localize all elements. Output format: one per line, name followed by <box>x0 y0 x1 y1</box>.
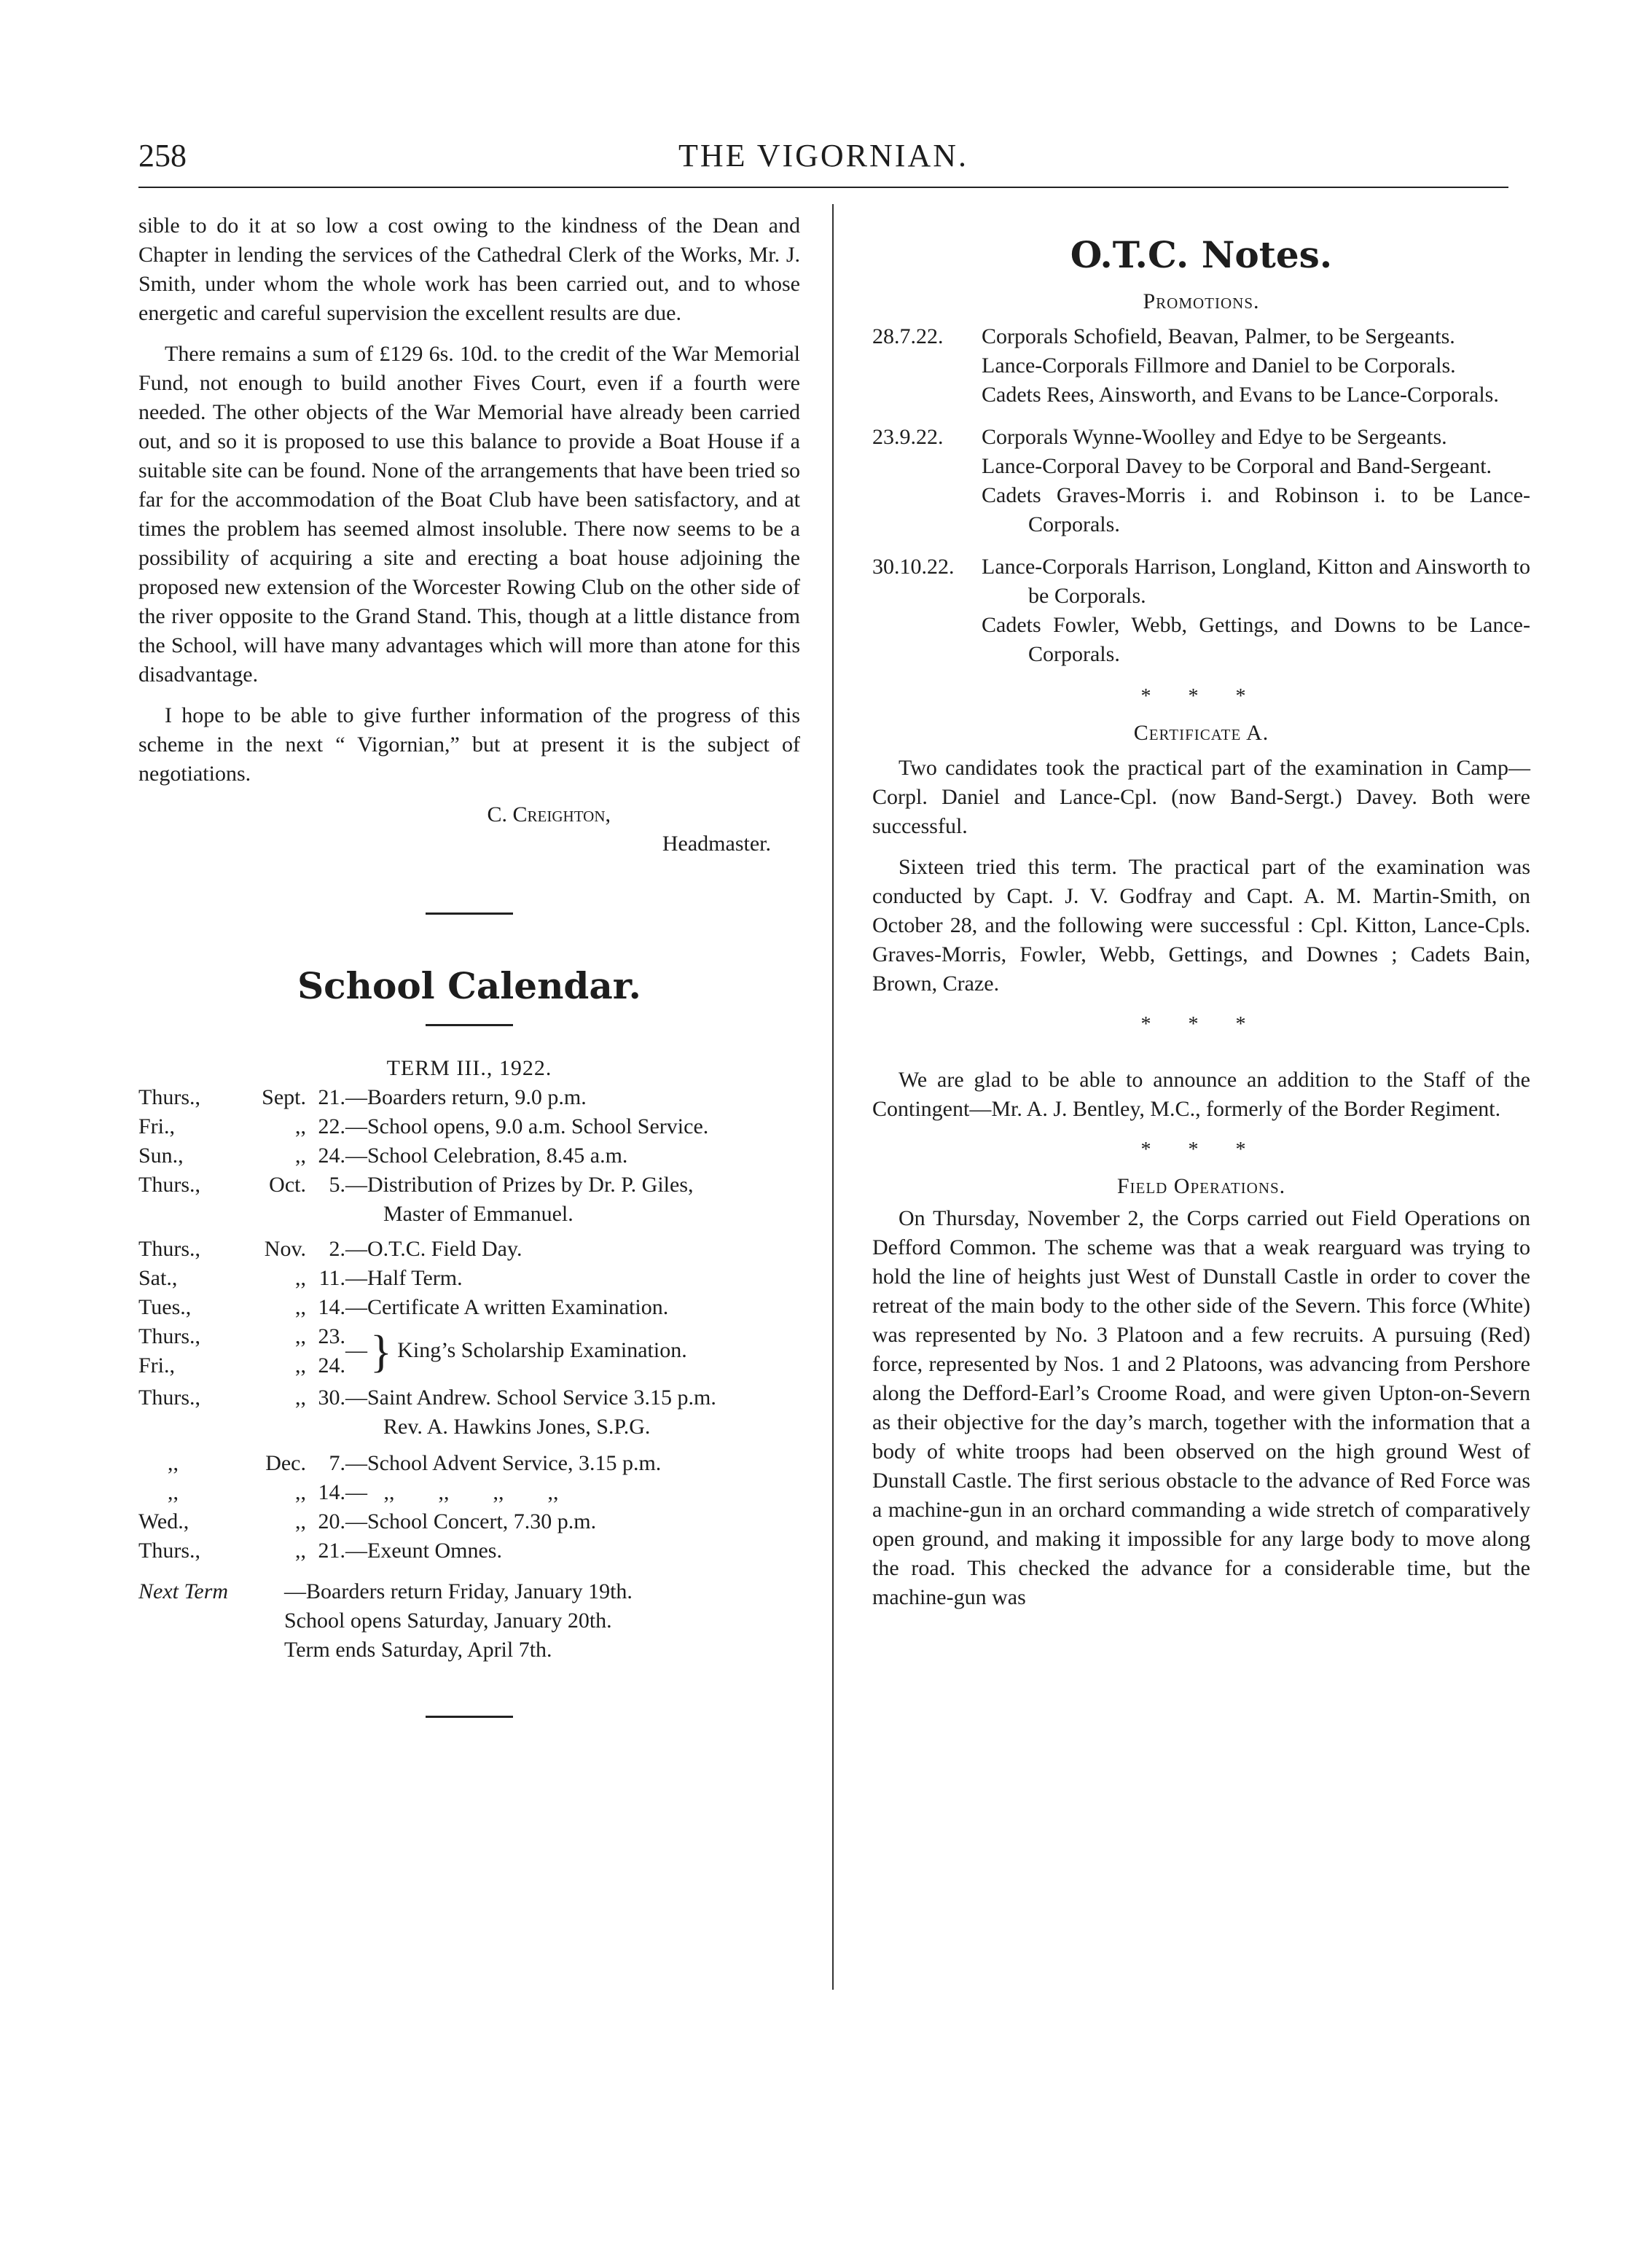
calendar-row <box>138 1293 800 1322</box>
calendar-day: Thurs., <box>138 1237 200 1261</box>
section-stars: * * * <box>1140 1138 1262 1161</box>
calendar-row <box>138 1083 800 1112</box>
calendar-row <box>138 1141 800 1171</box>
calendar-month: ,, <box>295 1353 306 1377</box>
calendar-row <box>138 1449 800 1478</box>
certificate-heading: Certificate A. <box>1133 721 1269 745</box>
calendar-event: —Distribution of Prizes by Dr. P. Giles, <box>345 1173 694 1197</box>
calendar-date: 22. <box>318 1114 345 1138</box>
calendar-date: 14. <box>318 1480 345 1504</box>
calendar-dash: — <box>345 1337 367 1362</box>
promotions-heading: Promotions. <box>1143 289 1260 313</box>
calendar-event-continued: Master of Emmanuel. <box>383 1202 573 1226</box>
promotion-item: Cadets Fowler, Webb, Gettings, and Downs to be Lance-Corporals. <box>982 613 1530 666</box>
promotion-date: 23.9.22. <box>872 425 944 449</box>
calendar-day: Thurs., <box>138 1085 200 1109</box>
calendar-row <box>138 1507 800 1536</box>
column-divider <box>832 204 834 1990</box>
promotion-group <box>872 552 1530 669</box>
header-rule <box>138 187 1508 188</box>
calendar-day: Tues., <box>138 1295 192 1319</box>
calendar-date: 2. <box>329 1237 345 1261</box>
journal-title: THE VIGORNIAN. <box>678 138 969 173</box>
staff-paragraph: We are glad to be able to announce an addition to the Staff of the Contingent—Mr. A. J. Bentley, M.C., formerly of the Border Regiment. <box>872 1068 1530 1121</box>
calendar-event: — ,, ,, ,, ,, <box>345 1480 559 1504</box>
calendar-event-continued: Rev. A. Hawkins Jones, S.P.G. <box>383 1415 651 1439</box>
right-column <box>872 211 1530 1624</box>
calendar-day: Thurs., <box>138 1386 200 1410</box>
promotion-item: Lance-Corporals Fillmore and Daniel to be Corporals. <box>982 353 1456 378</box>
next-term-line: —Boarders return Friday, January 19th. <box>284 1579 633 1603</box>
calendar-event: —School Celebration, 8.45 a.m. <box>345 1144 628 1168</box>
calendar-day: Thurs., <box>138 1539 200 1563</box>
calendar-day: Wed., <box>138 1509 189 1533</box>
calendar-event: —School Advent Service, 3.15 p.m. <box>345 1451 662 1475</box>
calendar-event: —O.T.C. Field Day. <box>345 1237 522 1261</box>
calendar-event: —Exeunt Omnes. <box>345 1539 502 1563</box>
calendar-event: King’s Scholarship Examination. <box>397 1337 687 1362</box>
calendar-day: Thurs., <box>138 1173 200 1197</box>
article-paragraph: I hope to be able to give further information of the progress of this scheme in the next “ Vigornian,” but at present it is the subject of negotiations. <box>138 703 800 786</box>
promotion-date: 28.7.22. <box>872 324 944 348</box>
promotion-item: Lance-Corporals Harrison, Longland, Kitton and Ainsworth to be Corporals. <box>982 555 1530 608</box>
term-heading: TERM III., 1922. <box>386 1056 552 1080</box>
calendar-date: 21. <box>318 1085 345 1109</box>
calendar-date: 14. <box>318 1295 345 1319</box>
article-paragraph: sible to do it at so low a cost owing to the kindness of the Dean and Chapter in lending the services of the Cathedral Clerk of the Works, Mr. J. Smith, under whom the whole work has been carried out, and to whose energetic and careful supervision the excellent results are due. <box>138 214 800 325</box>
next-term-line: School opens Saturday, January 20th. <box>284 1609 612 1633</box>
calendar-month: ,, <box>295 1144 306 1168</box>
left-column <box>138 211 800 1718</box>
calendar-day: Sat., <box>138 1266 178 1290</box>
calendar-date: 23. <box>318 1324 345 1348</box>
brace-glyph: } <box>370 1327 392 1377</box>
calendar-date: 20. <box>318 1509 345 1533</box>
calendar-day: ,, <box>168 1480 179 1504</box>
calendar-date: 24. <box>318 1144 345 1168</box>
calendar-month: ,, <box>295 1114 306 1138</box>
page-number: 258 <box>138 138 187 173</box>
promotion-item: Lance-Corporal Davey to be Corporal and Band-Sergeant. <box>982 454 1492 478</box>
calendar-day: Thurs., <box>138 1324 200 1348</box>
signature-title: Headmaster. <box>662 832 771 856</box>
calendar-row <box>138 1536 800 1566</box>
calendar-event: —School Concert, 7.30 p.m. <box>345 1509 597 1533</box>
calendar-month: ,, <box>295 1386 306 1410</box>
calendar-day: Sun., <box>138 1144 184 1168</box>
calendar-month: ,, <box>295 1539 306 1563</box>
certificate-paragraph: Two candidates took the practical part of the examination in Camp—Corpl. Daniel and Lance-Cpl. (now Band-Sergt.) Davey. Both were successful. <box>872 756 1530 838</box>
calendar-event: —Boarders return, 9.0 p.m. <box>345 1085 587 1109</box>
field-operations-paragraph: On Thursday, November 2, the Corps carried out Field Operations on Defford Common. The scheme was that a weak rearguard was trying to hold the line of heights just West of Dunstall Castle in order to cover the retreat of the main body to the other side of the Severn. This force (White) was represented by No. 3 Platoon and a few recruits. A pursuing (Red) force, represented by Nos. 1 and 2 Platoons, was advancing from Pershore along the Defford-Earl’s Croome Road, and were given Upton-on-Severn as their objective for the day’s march, together with the information that a body of white troops had been observed on the high ground West of Dunstall Castle. The first serious obstacle to the advance of Red Force was a machine-gun in an orchard commanding a wide stretch of comparatively open ground, and making it impossible for any large body to move along the road. This checked the advance for a considerable time, but the machine-gun was <box>872 1206 1530 1609</box>
signature-name: C. Creighton, <box>487 802 611 826</box>
calendar-event: —Saint Andrew. School Service 3.15 p.m. <box>345 1386 716 1410</box>
field-operations-heading: Field Operations. <box>1116 1174 1286 1198</box>
promotion-group <box>872 423 1530 539</box>
calendar-month: ,, <box>295 1295 306 1319</box>
calendar-event: —Half Term. <box>345 1266 463 1290</box>
calendar-row <box>138 1264 800 1293</box>
promotion-item: Corporals Schofield, Beavan, Palmer, to be Sergeants. <box>982 324 1455 348</box>
calendar-event: —School opens, 9.0 a.m. School Service. <box>345 1114 709 1138</box>
calendar-month: ,, <box>295 1480 306 1504</box>
promotion-group <box>872 322 1530 410</box>
calendar-day: Fri., <box>138 1114 176 1138</box>
calendar-row <box>138 1112 800 1141</box>
certificate-paragraph: Sixteen tried this term. The practical part of the examination was conducted by Capt. J. V. Godfray and Capt. A. M. Martin-Smith, on October 28, and the following were successful : Cpl. Kitton, Lance-Cpls. Graves-Morris, Fowler, Webb, Gettings, and Downes ; Cadets Bain, Brown, Craze. <box>872 855 1530 996</box>
calendar-date: 24. <box>318 1353 345 1377</box>
calendar-row <box>138 1322 800 1351</box>
calendar-month: ,, <box>295 1266 306 1290</box>
promotion-item: Corporals Wynne-Woolley and Edye to be Sergeants. <box>982 425 1447 449</box>
page-header <box>138 131 1508 182</box>
calendar-date: 5. <box>329 1173 345 1197</box>
calendar-table <box>138 1083 800 1566</box>
calendar-month: ,, <box>295 1324 306 1348</box>
calendar-day: ,, <box>168 1451 179 1475</box>
section-rule <box>426 1716 513 1718</box>
calendar-month: Sept. <box>262 1085 306 1109</box>
next-term <box>138 1577 800 1665</box>
calendar-date: 11. <box>318 1266 345 1290</box>
promotion-item: Cadets Rees, Ainsworth, and Evans to be Lance-Corporals. <box>982 383 1499 407</box>
calendar-row <box>138 1383 800 1442</box>
otc-heading: O.T.C. Notes. <box>1070 233 1333 276</box>
calendar-row <box>138 1171 800 1229</box>
section-stars: * * * <box>1140 685 1262 708</box>
calendar-month: Dec. <box>265 1451 306 1475</box>
calendar-day: Fri., <box>138 1353 176 1377</box>
calendar-heading: School Calendar. <box>297 964 641 1007</box>
promotion-item: Cadets Graves-Morris i. and Robinson i. to be Lance-Corporals. <box>982 483 1530 536</box>
calendar-date: 30. <box>318 1386 345 1410</box>
article-paragraph: There remains a sum of £129 6s. 10d. to the credit of the War Memorial Fund, not enough to build another Fives Court, even if a fourth were needed. The other objects of the War Memorial have already been carried out, and so it is proposed to use this balance to provide a Boat House if a suitable site can be found. None of the arrangements that have been tried so far for the accommodation of the Boat Club have been satisfactory, and at times the problem has seemed almost insoluble. There now seems to be a possibility of acquiring a site and erecting a boat house adjoining the proposed new extension of the Worcester Rowing Club on the other side of the river opposite to the Grand Stand. This, though at a little distance from the School, will have many advantages which will more than atone for this disadvantage. <box>138 342 801 687</box>
calendar-event: —Certificate A written Examination. <box>345 1295 669 1319</box>
next-term-line: Term ends Saturday, April 7th. <box>284 1638 552 1662</box>
calendar-date: 7. <box>329 1451 345 1475</box>
calendar-row <box>138 1235 800 1264</box>
promotion-date: 30.10.22. <box>872 555 955 579</box>
calendar-month: Nov. <box>264 1237 306 1261</box>
section-stars: * * * <box>1140 1013 1262 1036</box>
calendar-row <box>138 1478 800 1507</box>
calendar-date: 21. <box>318 1539 345 1563</box>
calendar-month: Oct. <box>269 1173 306 1197</box>
next-term-label: Next Term <box>138 1579 229 1603</box>
calendar-month: ,, <box>295 1509 306 1533</box>
